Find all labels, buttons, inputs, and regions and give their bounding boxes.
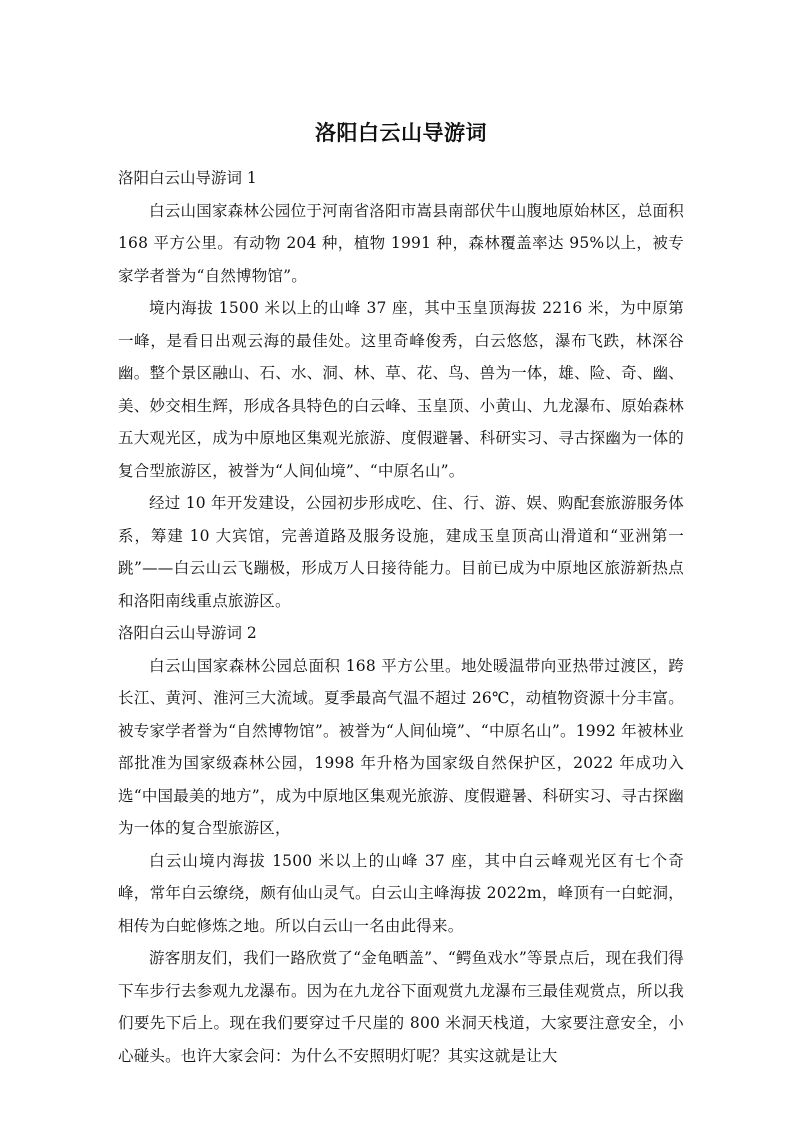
paragraph: 白云山国家森林公园位于河南省洛阳市嵩县南部伏牛山腹地原始林区，总面积 168 平方公里。有动物 204 种，植物 1991 种，森林覆盖率达 95%以上，被专家学者誉为“自然博物馆”。 [118, 201, 684, 285]
paragraph: 白云山境内海拔 1500 米以上的山峰 37 座，其中白云峰观光区有七个奇峰，常年白云缭绕，颇有仙山灵气。白云山主峰海拔 2022m，峰顶有一白蛇洞，相传为白蛇修炼之地。所以白云山一名由此得来。 [118, 851, 684, 935]
document-page [118, 118, 684, 1072]
document-title: 洛阳白云山导游词 [315, 121, 487, 145]
section-2 [118, 617, 684, 1072]
paragraph: 游客朋友们，我们一路欣赏了“金龟晒盖”、“鳄鱼戏水”等景点后，现在我们得下车步行去参观九龙瀑布。因为在九龙谷下面观赏九龙瀑布三最佳观赏点，所以我们要先下后上。现在我们要穿过千尺崖的 800 米洞天栈道，大家要注意安全，小心碰头。也许大家会问：为什么不安照明灯呢？其实这就是让大 [118, 949, 684, 1065]
paragraph: 境内海拔 1500 米以上的山峰 37 座，其中玉皇顶海拔 2216 米，为中原第一峰，是看日出观云海的最佳处。这里奇峰俊秀，白云悠悠，瀑布飞跌，林深谷幽。整个景区融山、石、水、洞、林、草、花、鸟、兽为一体，雄、险、奇、幽、美、妙交相生辉，形成各具特色的白云峰、玉皇顶、小黄山、九龙瀑布、原始森林五大观光区，成为中原地区集观光旅游、度假避暑、科研实习、寻古探幽为一体的复合型旅游区，被誉为“人间仙境”、“中原名山”。 [118, 299, 684, 480]
paragraph: 白云山国家森林公园总面积 168 平方公里。地处暖温带向亚热带过渡区，跨长江、黄河、淮河三大流域。夏季最高气温不超过 26℃，动植物资源十分丰富。被专家学者誉为“自然博物馆”。被誉为“人间仙境”、“中原名山”。1992 年被林业部批准为国家级森林公园，1998 年升格为国家级自然保护区，2022 年成功入选“中国最美的地方”，成为中原地区集观光旅游、度假避暑、科研实习、寻古探幽为一体的复合型旅游区， [118, 656, 684, 837]
section-heading: 洛阳白云山导游词 2 [118, 624, 257, 642]
section-heading: 洛阳白云山导游词 1 [118, 169, 257, 187]
paragraph: 经过 10 年开发建设，公园初步形成吃、住、行、游、娱、购配套旅游服务体系，筹建 10 大宾馆，完善道路及服务设施，建成玉皇顶高山滑道和“亚洲第一跳”——白云山云飞蹦极，形成万人日接待能力。目前已成为中原地区旅游新热点和洛阳南线重点旅游区。 [118, 494, 684, 610]
section-1 [118, 162, 684, 617]
